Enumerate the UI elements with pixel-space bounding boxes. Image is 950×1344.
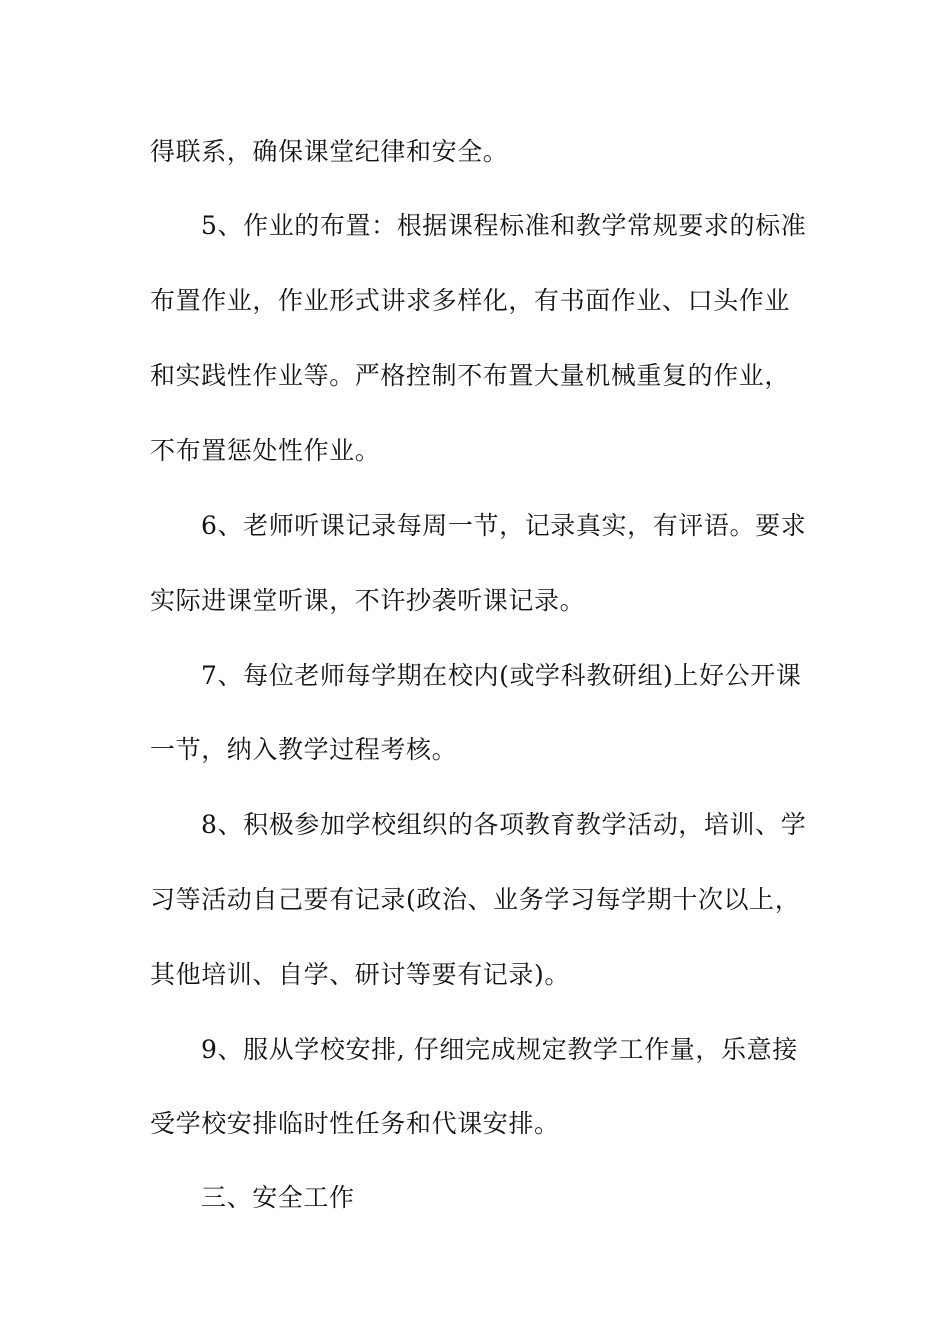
item-9-line-2: 受学校安排临时性任务和代课安排。: [150, 1109, 560, 1138]
item-9-line-1: 9、服从学校安排, 仔细完成规定教学工作量，乐意接: [201, 1035, 798, 1064]
item-5-line-4: 不布置惩处性作业。: [150, 436, 381, 465]
item-6-line-2: 实际进课堂听课，不许抄袭听课记录。: [150, 586, 586, 615]
item-7-line-2: 一节，纳入教学过程考核。: [150, 735, 458, 764]
item-5-line-2: 布置作业，作业形式讲求多样化，有书面作业、口头作业: [150, 286, 791, 315]
item-6-line-1: 6、老师听课记录每周一节，记录真实，有评语。要求: [201, 511, 807, 540]
item-5-line-1: 5、作业的布置：根据课程标准和教学常规要求的标准: [201, 211, 807, 240]
item-7-line-1: 7、每位老师每学期在校内(或学科教研组)上好公开课: [201, 661, 802, 690]
item-5-line-3: 和实践性作业等。严格控制不布置大量机械重复的作业，: [150, 361, 791, 390]
text-line-1: 得联系，确保课堂纪律和安全。: [150, 137, 509, 166]
item-8-line-3: 其他培训、自学、研讨等要有记录)。: [150, 960, 570, 989]
item-8-line-2: 习等活动自己要有记录(政治、业务学习每学期十次以上，: [150, 885, 801, 914]
item-8-line-1: 8、积极参加学校组织的各项教育教学活动，培训、学: [201, 810, 807, 839]
section-heading-safety: 三、安全工作: [201, 1183, 355, 1212]
